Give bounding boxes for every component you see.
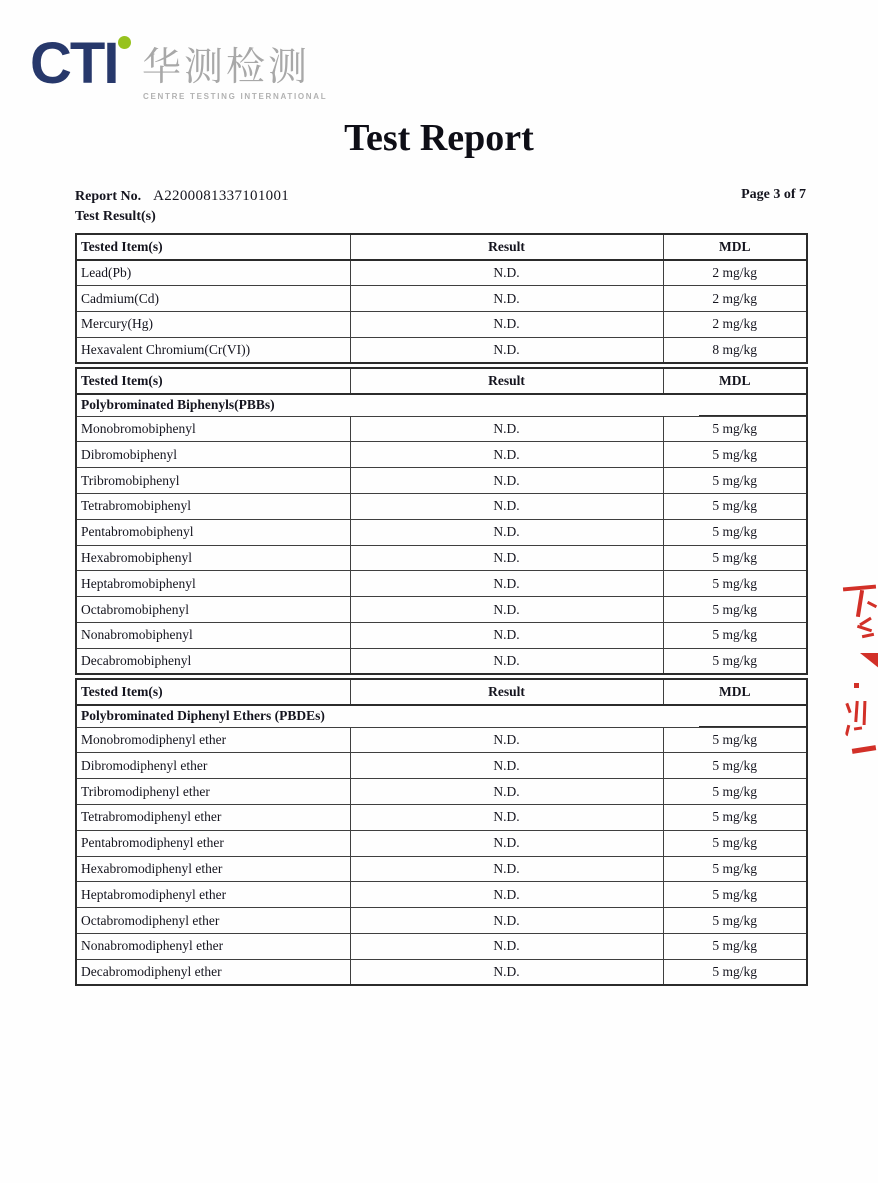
cell-mdl: 2 mg/kg [663,312,807,338]
cell-item: Tetrabromodiphenyl ether [76,805,350,831]
cell-mdl: 5 mg/kg [663,830,807,856]
column-header-mdl: MDL [663,234,807,260]
cell-item: Hexabromodiphenyl ether [76,856,350,882]
section-underline [699,415,806,417]
section-underline [699,726,806,728]
cell-mdl: 2 mg/kg [663,260,807,286]
cell-item: Tribromobiphenyl [76,468,350,494]
cell-mdl: 5 mg/kg [663,519,807,545]
column-header-row [76,368,807,394]
cell-result: N.D. [350,468,663,494]
cell-result: N.D. [350,908,663,934]
cell-result: N.D. [350,519,663,545]
cell-result: N.D. [350,597,663,623]
page-title: Test Report [344,117,534,159]
results-table [75,367,808,675]
cell-item: Pentabromobiphenyl [76,519,350,545]
report-no-label: Report No. [75,189,142,204]
cell-mdl: 5 mg/kg [663,442,807,468]
cell-result: N.D. [350,856,663,882]
column-header-result: Result [350,368,663,394]
table-row [76,442,807,468]
cell-item: Monobromodiphenyl ether [76,727,350,753]
cell-item: Lead(Pb) [76,260,350,286]
cell-result: N.D. [350,312,663,338]
results-table [75,233,808,364]
cell-result: N.D. [350,494,663,520]
cti-logo-green-dot-icon [118,36,131,49]
cell-mdl: 5 mg/kg [663,623,807,649]
column-header-mdl: MDL [663,679,807,705]
cell-mdl: 5 mg/kg [663,545,807,571]
cti-logo-chinese-name: 华测检测 [142,45,311,90]
table-row [76,805,807,831]
cell-item: Hexabromobiphenyl [76,545,350,571]
cell-mdl: 5 mg/kg [663,648,807,674]
cell-result: N.D. [350,882,663,908]
table-row [76,545,807,571]
column-header-result: Result [350,234,663,260]
table-row [76,416,807,442]
cell-mdl: 5 mg/kg [663,805,807,831]
cell-result: N.D. [350,286,663,312]
cell-mdl: 5 mg/kg [663,494,807,520]
cell-mdl: 5 mg/kg [663,727,807,753]
cell-mdl: 2 mg/kg [663,286,807,312]
table-row [76,830,807,856]
table-row [76,286,807,312]
cell-mdl: 5 mg/kg [663,753,807,779]
cell-result: N.D. [350,442,663,468]
table-row [76,623,807,649]
table-row [76,856,807,882]
cell-item: Cadmium(Cd) [76,286,350,312]
cell-item: Mercury(Hg) [76,312,350,338]
cell-item: Tetrabromobiphenyl [76,494,350,520]
page-indicator: Page 3 of 7 [741,187,806,202]
cell-item: Dibromobiphenyl [76,442,350,468]
cell-result: N.D. [350,805,663,831]
cell-item: Heptabromobiphenyl [76,571,350,597]
cell-result: N.D. [350,648,663,674]
cell-mdl: 5 mg/kg [663,416,807,442]
cell-result: N.D. [350,623,663,649]
cell-item: Hexavalent Chromium(Cr(VI)) [76,337,350,363]
column-header-row [76,234,807,260]
column-header-row [76,679,807,705]
cell-result: N.D. [350,959,663,985]
table-row [76,337,807,363]
cell-mdl: 5 mg/kg [663,882,807,908]
table-row [76,648,807,674]
cell-result: N.D. [350,545,663,571]
cell-mdl: 5 mg/kg [663,856,807,882]
section-row [76,394,807,416]
cti-logo-acronym: CTI [30,31,118,96]
cell-mdl: 5 mg/kg [663,908,807,934]
section-title: Polybrominated Biphenyls(PBBs) [76,394,807,416]
column-header-mdl: MDL [663,368,807,394]
cell-item: Octabromodiphenyl ether [76,908,350,934]
cell-result: N.D. [350,779,663,805]
cell-item: Nonabromobiphenyl [76,623,350,649]
report-no-value: A2200081337101001 [153,188,290,204]
table-row [76,519,807,545]
cell-item: Monobromobiphenyl [76,416,350,442]
cell-result: N.D. [350,830,663,856]
cell-item: Decabromodiphenyl ether [76,959,350,985]
cell-result: N.D. [350,753,663,779]
cell-mdl: 5 mg/kg [663,468,807,494]
table-row [76,753,807,779]
section-title: Polybrominated Diphenyl Ethers (PBDEs) [76,705,807,727]
column-header-item: Tested Item(s) [76,234,350,260]
section-row [76,705,807,727]
table-row [76,597,807,623]
red-seal-fragment [834,577,878,763]
cell-item: Heptabromodiphenyl ether [76,882,350,908]
cell-item: Decabromobiphenyl [76,648,350,674]
results-table [75,678,808,986]
cti-logo [30,31,330,110]
table-row [76,779,807,805]
column-header-item: Tested Item(s) [76,679,350,705]
cell-item: Tribromodiphenyl ether [76,779,350,805]
cti-logo-tagline: CENTRE TESTING INTERNATIONAL [143,92,328,101]
column-header-result: Result [350,679,663,705]
cell-mdl: 5 mg/kg [663,934,807,960]
cell-result: N.D. [350,260,663,286]
cell-mdl: 5 mg/kg [663,597,807,623]
cell-result: N.D. [350,571,663,597]
table-row [76,727,807,753]
cell-result: N.D. [350,727,663,753]
cell-item: Nonabromodiphenyl ether [76,934,350,960]
table-row [76,571,807,597]
table-row [76,882,807,908]
cell-mdl: 5 mg/kg [663,779,807,805]
results-tables-container [75,233,806,986]
cell-result: N.D. [350,416,663,442]
cell-item: Octabromobiphenyl [76,597,350,623]
cell-result: N.D. [350,337,663,363]
table-row [76,934,807,960]
table-row [76,959,807,985]
table-row [76,494,807,520]
cell-mdl: 5 mg/kg [663,571,807,597]
cell-item: Dibromodiphenyl ether [76,753,350,779]
cell-item: Pentabromodiphenyl ether [76,830,350,856]
red-seal-triangle-icon [860,653,878,669]
cell-result: N.D. [350,934,663,960]
table-row [76,260,807,286]
cell-mdl: 8 mg/kg [663,337,807,363]
column-header-item: Tested Item(s) [76,368,350,394]
cell-mdl: 5 mg/kg [663,959,807,985]
table-row [76,312,807,338]
table-row [76,908,807,934]
table-row [76,468,807,494]
test-results-label: Test Result(s) [75,209,156,224]
report-meta-row [75,188,806,208]
